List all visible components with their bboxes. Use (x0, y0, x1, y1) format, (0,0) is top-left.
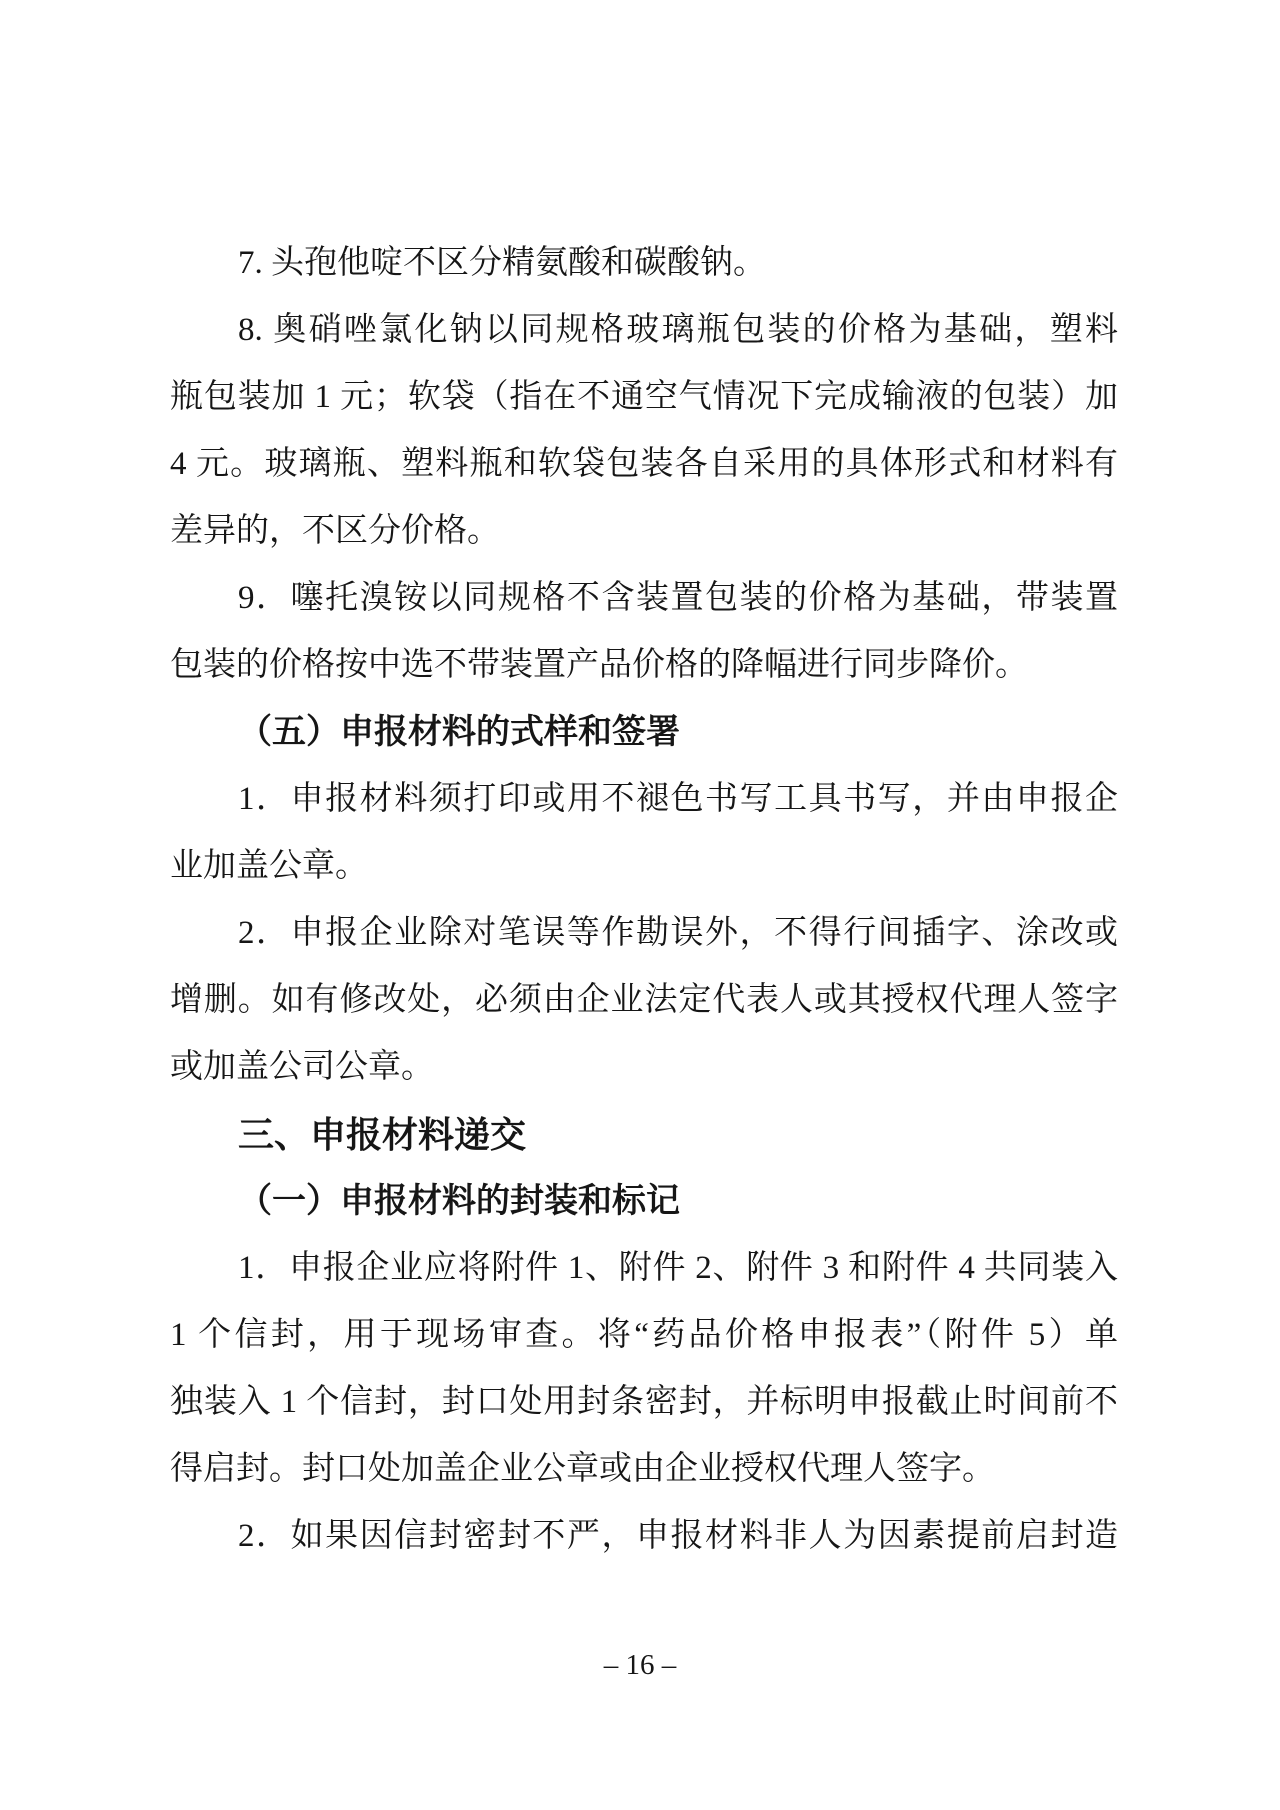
body-line: 得启封。封口处加盖企业公章或由企业授权代理人签字。 (170, 1451, 995, 1487)
sub-heading: （一）申报材料的封装和标记 (238, 1183, 680, 1220)
body-line: 增删。如有修改处，必须由企业法定代表人或其授权代理人签字 (170, 982, 1118, 1018)
body-line: 瓶包装加 1 元；软袋（指在不通空气情况下完成输液的包装）加 (170, 379, 1118, 415)
sub-heading: （五）申报材料的式样和签署 (238, 714, 680, 751)
body-line: 业加盖公章。 (170, 848, 368, 884)
body-line: 9．噻托溴铵以同规格不含装置包装的价格为基础，带装置 (238, 580, 1118, 616)
body-line: 或加盖公司公章。 (170, 1049, 434, 1085)
body-line: 8. 奥硝唑氯化钠以同规格玻璃瓶包装的价格为基础，塑料 (238, 312, 1118, 348)
section-heading: 三、申报材料递交 (238, 1114, 527, 1155)
body-line: 2．申报企业除对笔误等作勘误外，不得行间插字、涂改或 (238, 915, 1118, 951)
body-line: 2．如果因信封密封不严，申报材料非人为因素提前启封造 (238, 1518, 1118, 1554)
body-line: 差异的，不区分价格。 (170, 513, 500, 549)
body-line: 1．申报企业应将附件 1、附件 2、附件 3 和附件 4 共同装入 (238, 1250, 1118, 1286)
document-body (170, 230, 1118, 1570)
body-line: 4 元。玻璃瓶、塑料瓶和软袋包装各自采用的具体形式和材料有 (170, 446, 1118, 482)
page-number: – 16 – (603, 1649, 677, 1681)
body-line: 包装的价格按中选不带装置产品价格的降幅进行同步降价。 (170, 647, 1028, 683)
body-line: 7. 头孢他啶不区分精氨酸和碳酸钠。 (238, 245, 766, 281)
body-line: 1．申报材料须打印或用不褪色书写工具书写，并由申报企 (238, 781, 1118, 817)
body-line: 独装入 1 个信封，封口处用封条密封，并标明申报截止时间前不 (170, 1384, 1118, 1420)
body-line: 1 个信封，用于现场审查。将“药品价格申报表”（附件 5）单 (170, 1317, 1118, 1353)
